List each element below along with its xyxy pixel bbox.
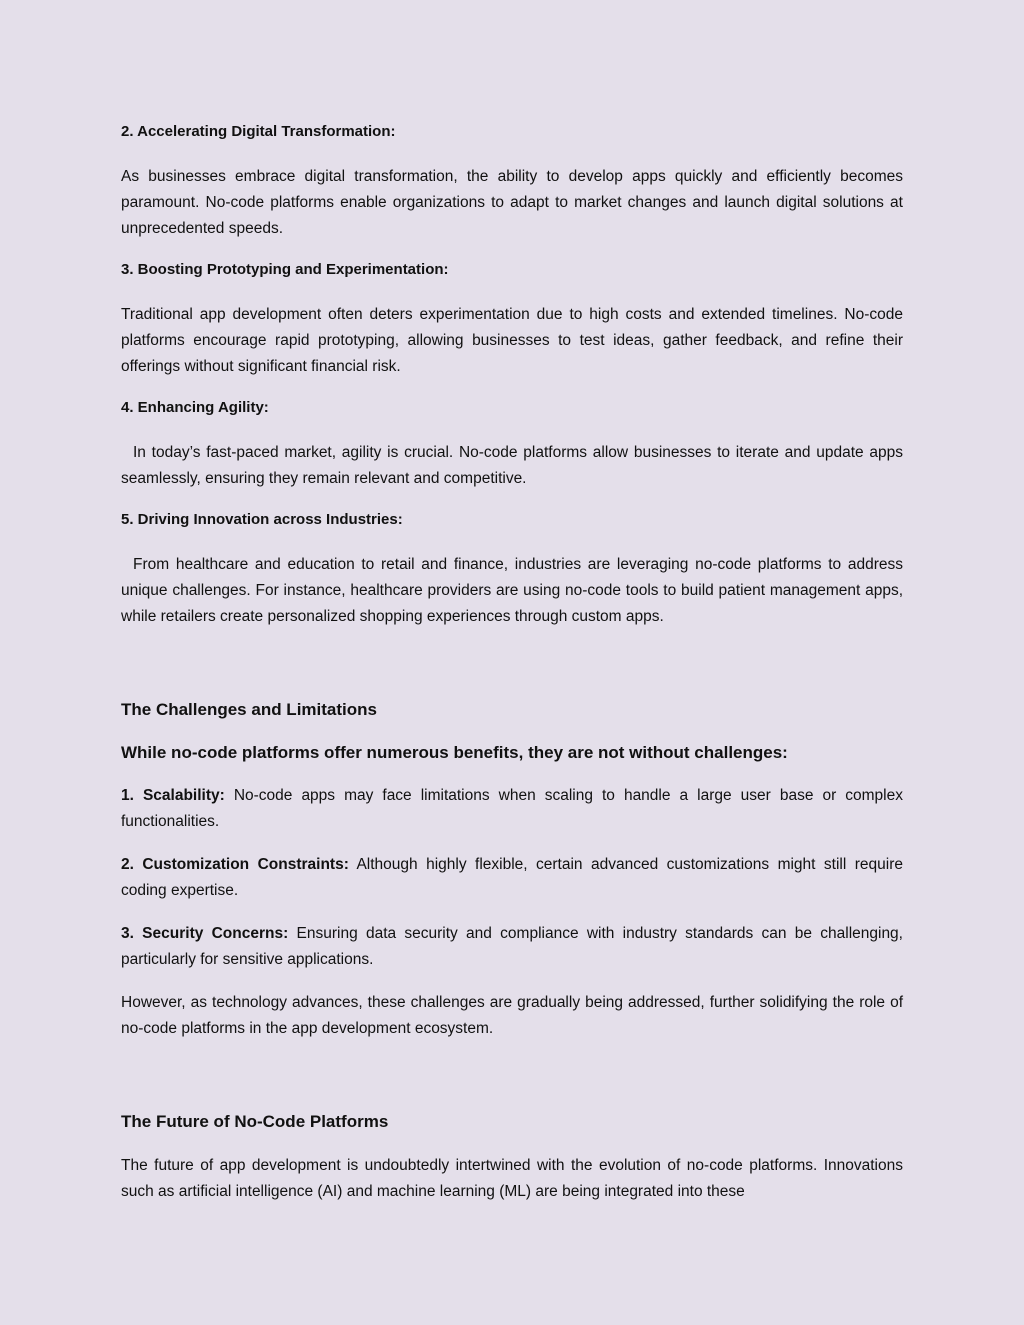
challenge-text: No-code apps may face limitations when scaling to handle a large user base or complex functionalities. (121, 787, 903, 830)
challenge-item-security (121, 921, 903, 973)
future-title: The Future of No-Code Platforms (121, 1112, 389, 1131)
section-body-digital-transformation: As businesses embrace digital transformation, the ability to develop apps quickly and efficiently becomes paramount. No-code platforms enable organizations to adapt to market changes and launch digital solutions at unprecedented speeds. (121, 168, 903, 237)
section-heading-digital-transformation: 2. Accelerating Digital Transformation: (121, 123, 396, 140)
challenge-term: 1. Scalability: (121, 787, 225, 804)
challenge-text: Although highly flexible, certain advanced customizations might still require coding expertise. (121, 856, 903, 899)
section-heading-prototyping: 3. Boosting Prototyping and Experimentation: (121, 261, 449, 278)
challenge-term: 2. Customization Constraints: (121, 856, 349, 873)
challenge-text: Ensuring data security and compliance with industry standards can be challenging, particularly for sensitive applications. (121, 925, 903, 968)
section-spacer (121, 1059, 903, 1110)
challenges-closing: However, as technology advances, these challenges are gradually being addressed, further solidifying the role of no-code platforms in the app development ecosystem. (121, 994, 903, 1037)
section-heading-agility: 4. Enhancing Agility: (121, 399, 269, 416)
section-body-prototyping: Traditional app development often deters experimentation due to high costs and extended timelines. No-code platforms encourage rapid prototyping, allowing businesses to test ideas, gather feedback, and refine their offerings without significant financial risk. (121, 306, 903, 375)
challenges-lead: While no-code platforms offer numerous benefits, they are not without challenges: (121, 743, 788, 762)
section-body-innovation: From healthcare and education to retail and finance, industries are leveraging no-code platforms to address unique challenges. For instance, healthcare providers are using no-code tools to build patient management apps, while retailers create personalized shopping experiences through custom apps. (121, 556, 903, 625)
section-spacer (121, 647, 903, 698)
challenge-item-scalability (121, 783, 903, 835)
section-body-agility: In today’s fast-paced market, agility is crucial. No-code platforms allow businesses to iterate and update apps seamlessly, ensuring they remain relevant and competitive. (121, 444, 903, 487)
future-body: The future of app development is undoubtedly intertwined with the evolution of no-code platforms. Innovations such as artificial intelligence (AI) and machine learning (ML) are being integrated into these (121, 1157, 903, 1200)
challenge-term: 3. Security Concerns: (121, 925, 289, 942)
section-heading-innovation: 5. Driving Innovation across Industries: (121, 511, 403, 528)
document-page (121, 121, 903, 1222)
challenge-item-customization (121, 852, 903, 904)
challenges-title: The Challenges and Limitations (121, 700, 377, 719)
